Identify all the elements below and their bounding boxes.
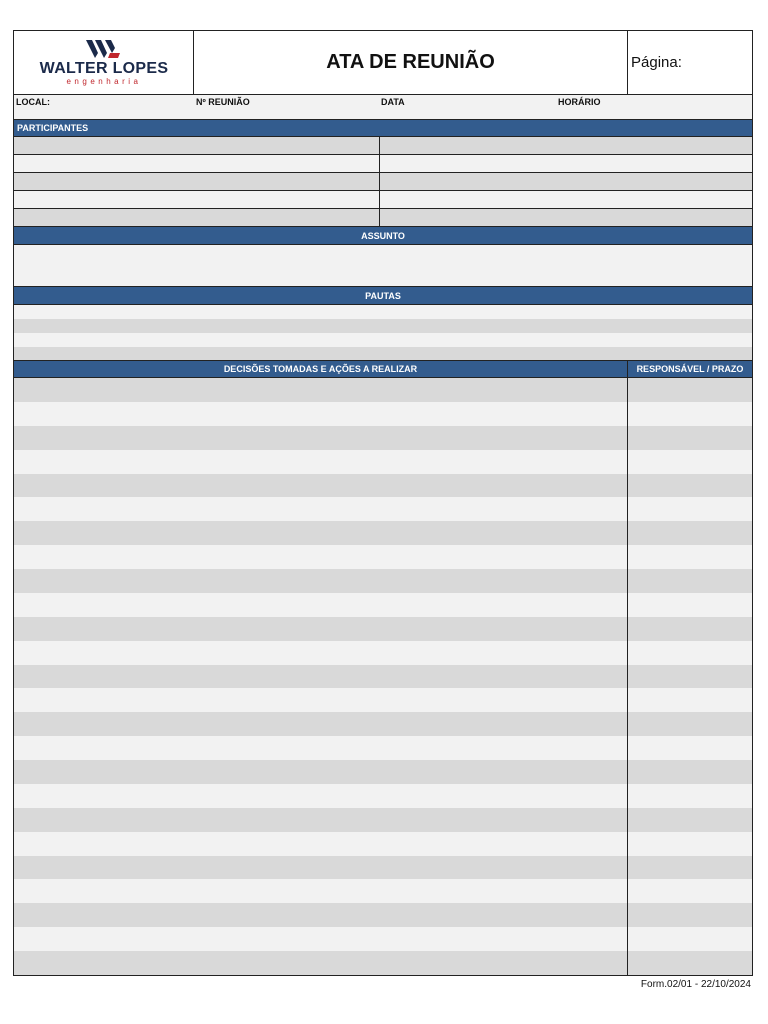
- responsible-cell[interactable]: [628, 521, 752, 545]
- meeting-number-label: Nº REUNIÃO: [196, 97, 250, 107]
- responsible-cell[interactable]: [628, 378, 752, 402]
- subject-field[interactable]: [14, 245, 752, 287]
- decision-cell[interactable]: [14, 641, 627, 665]
- decision-cell[interactable]: [14, 808, 627, 832]
- decision-row: [14, 426, 752, 450]
- logo-mark-icon: [84, 39, 124, 61]
- decision-cell[interactable]: [14, 593, 627, 617]
- decision-row: [14, 617, 752, 641]
- responsible-cell[interactable]: [628, 951, 752, 975]
- responsible-cell[interactable]: [628, 402, 752, 426]
- responsible-cell[interactable]: [628, 760, 752, 784]
- participant-row: [14, 155, 752, 173]
- decision-row: [14, 593, 752, 617]
- logo-cell: [14, 31, 194, 94]
- responsible-deadline-header: RESPONSÁVEL / PRAZO: [628, 361, 752, 378]
- decision-cell[interactable]: [14, 402, 627, 426]
- column-divider: [627, 361, 628, 975]
- responsible-cell[interactable]: [628, 545, 752, 569]
- decision-row: [14, 641, 752, 665]
- subject-header: ASSUNTO: [14, 227, 752, 245]
- decision-row: [14, 927, 752, 951]
- responsible-cell[interactable]: [628, 569, 752, 593]
- responsible-cell[interactable]: [628, 665, 752, 689]
- decision-cell[interactable]: [14, 736, 627, 760]
- decisions-header: DECISÕES TOMADAS E AÇÕES A REALIZAR: [14, 361, 627, 378]
- meeting-minutes-form: [13, 30, 753, 976]
- decision-cell[interactable]: [14, 832, 627, 856]
- decision-row: [14, 903, 752, 927]
- responsible-cell[interactable]: [628, 879, 752, 903]
- agenda-row[interactable]: [14, 333, 752, 347]
- responsible-cell[interactable]: [628, 927, 752, 951]
- decision-cell[interactable]: [14, 617, 627, 641]
- decision-cell[interactable]: [14, 545, 627, 569]
- participant-cell[interactable]: [14, 173, 380, 190]
- decision-cell[interactable]: [14, 665, 627, 689]
- decision-row: [14, 951, 752, 975]
- decision-row: [14, 545, 752, 569]
- decision-cell[interactable]: [14, 474, 627, 498]
- decision-cell[interactable]: [14, 450, 627, 474]
- decision-cell[interactable]: [14, 378, 627, 402]
- meeting-info-row: [14, 95, 752, 120]
- responsible-cell[interactable]: [628, 593, 752, 617]
- decision-cell[interactable]: [14, 760, 627, 784]
- responsible-cell[interactable]: [628, 617, 752, 641]
- participants-header: PARTICIPANTES: [14, 120, 752, 137]
- decision-cell[interactable]: [14, 879, 627, 903]
- responsible-cell[interactable]: [628, 832, 752, 856]
- participant-row: [14, 209, 752, 227]
- participant-row: [14, 137, 752, 155]
- decision-row: [14, 378, 752, 402]
- decision-row: [14, 688, 752, 712]
- decision-row: [14, 784, 752, 808]
- decisions-table: [14, 378, 752, 975]
- decision-cell[interactable]: [14, 903, 627, 927]
- decision-cell[interactable]: [14, 426, 627, 450]
- decision-row: [14, 832, 752, 856]
- responsible-cell[interactable]: [628, 497, 752, 521]
- decision-cell[interactable]: [14, 784, 627, 808]
- participant-cell[interactable]: [14, 209, 380, 226]
- decision-row: [14, 569, 752, 593]
- decision-cell[interactable]: [14, 497, 627, 521]
- responsible-cell[interactable]: [628, 736, 752, 760]
- decision-cell[interactable]: [14, 856, 627, 880]
- decision-row: [14, 808, 752, 832]
- decision-row: [14, 521, 752, 545]
- responsible-cell[interactable]: [628, 712, 752, 736]
- logo-wordmark: WALTER LOPES: [39, 60, 169, 77]
- participant-cell[interactable]: [14, 155, 380, 172]
- decision-cell[interactable]: [14, 569, 627, 593]
- decision-cell[interactable]: [14, 951, 627, 975]
- responsible-cell[interactable]: [628, 688, 752, 712]
- decision-cell[interactable]: [14, 927, 627, 951]
- decision-cell[interactable]: [14, 712, 627, 736]
- decision-row: [14, 760, 752, 784]
- agenda-header: PAUTAS: [14, 287, 752, 305]
- responsible-cell[interactable]: [628, 474, 752, 498]
- decision-row: [14, 497, 752, 521]
- decision-row: [14, 474, 752, 498]
- decision-row: [14, 712, 752, 736]
- time-label: HORÁRIO: [558, 97, 601, 107]
- decision-row: [14, 856, 752, 880]
- local-label: LOCAL:: [16, 97, 50, 107]
- page-title: ATA DE REUNIÃO: [194, 31, 628, 94]
- participant-row: [14, 173, 752, 191]
- agenda-row[interactable]: [14, 305, 752, 319]
- responsible-cell[interactable]: [628, 808, 752, 832]
- decision-row: [14, 402, 752, 426]
- responsible-cell[interactable]: [628, 641, 752, 665]
- responsible-cell[interactable]: [628, 450, 752, 474]
- agenda-row[interactable]: [14, 347, 752, 361]
- participant-cell[interactable]: [14, 137, 380, 154]
- date-label: DATA: [381, 97, 405, 107]
- responsible-cell[interactable]: [628, 784, 752, 808]
- responsible-cell[interactable]: [628, 856, 752, 880]
- decision-row: [14, 736, 752, 760]
- decision-row: [14, 665, 752, 689]
- participant-cell[interactable]: [14, 191, 380, 208]
- decision-cell[interactable]: [14, 521, 627, 545]
- form-header: [14, 31, 752, 95]
- page-number-label: Página:: [631, 54, 682, 71]
- responsible-cell[interactable]: [628, 903, 752, 927]
- agenda-row[interactable]: [14, 319, 752, 333]
- decision-row: [14, 879, 752, 903]
- form-code: Form.02/01 - 22/10/2024: [640, 979, 751, 990]
- responsible-cell[interactable]: [628, 426, 752, 450]
- decision-cell[interactable]: [14, 688, 627, 712]
- participant-row: [14, 191, 752, 209]
- logo-subtitle: engenharia: [66, 77, 142, 86]
- decision-row: [14, 450, 752, 474]
